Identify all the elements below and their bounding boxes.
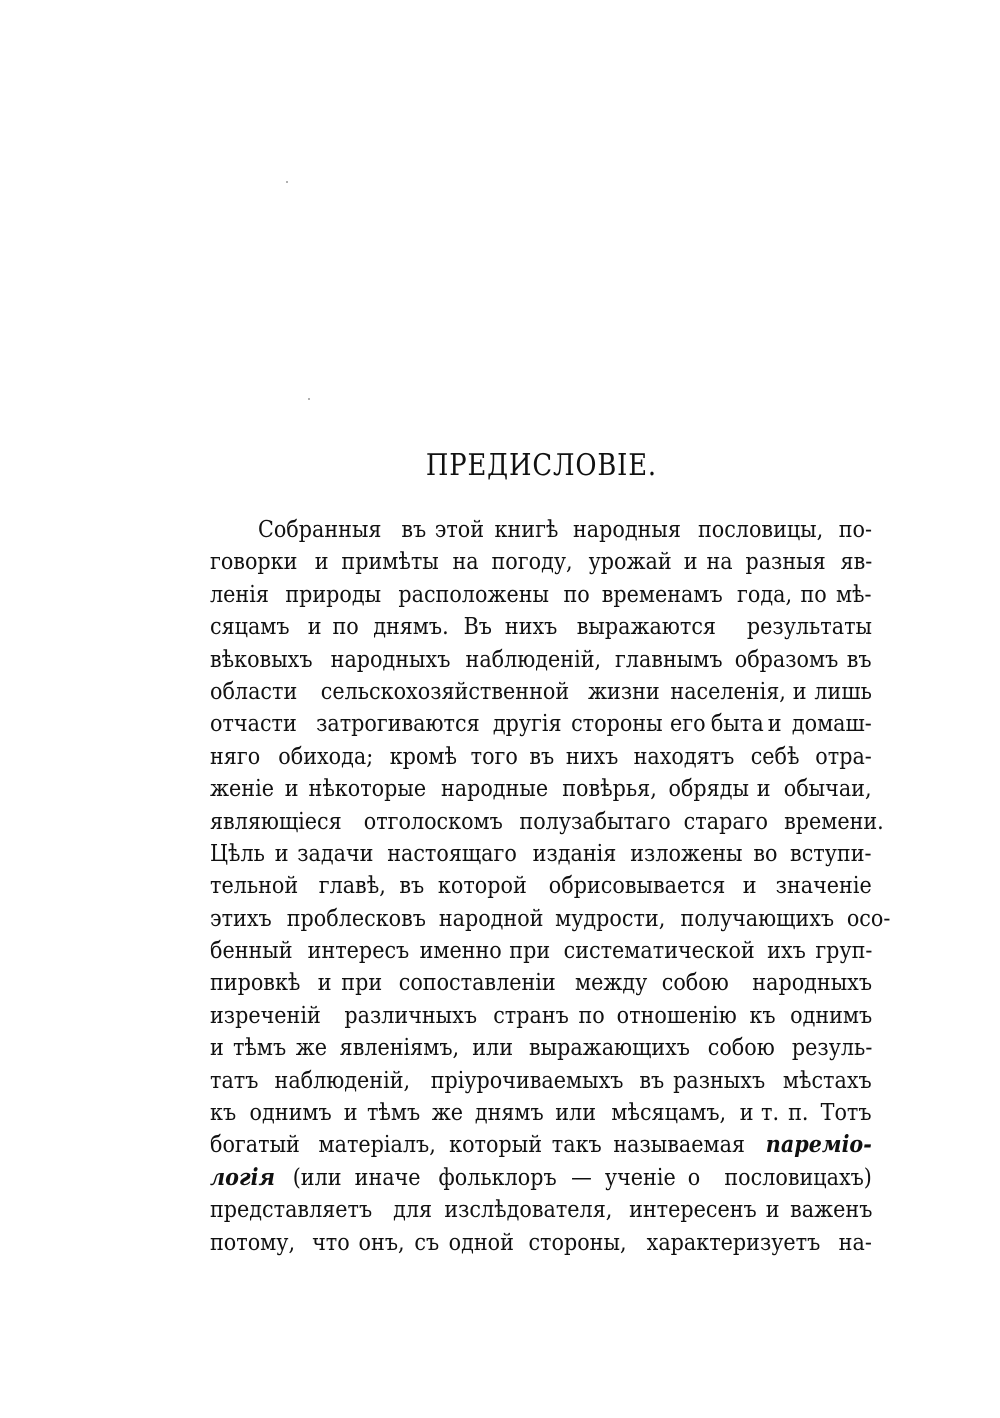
word: расположены [398,581,550,608]
word: однимъ [249,1100,332,1127]
word: что [311,1229,350,1256]
word: лишь [814,678,872,705]
word: пословицы, [698,517,824,543]
word: ученіе [604,1164,676,1191]
word: являющіеся [210,808,342,835]
word: изслѣдователя, [444,1197,613,1224]
word: при [509,938,551,965]
word: интересъ [307,938,410,965]
word: Собранныя [258,517,382,543]
page-title: ПРЕДИСЛОВІЕ. [425,448,657,483]
word: себѣ [750,743,800,770]
word: Въ [463,614,492,641]
word: и [343,1100,358,1127]
text-line [210,676,872,708]
text-line [210,514,872,546]
text-line [210,838,872,870]
word: по [563,581,590,608]
word: изреченій [210,1002,321,1029]
word: татъ [210,1067,259,1094]
word: — [571,1164,593,1191]
word: и [768,711,782,738]
word: разныхъ [673,1067,766,1094]
word: природы [284,581,381,608]
word: области [210,678,298,705]
word: сопоставленіи [399,970,557,997]
word: няго [210,743,261,770]
text-line [210,870,872,902]
word: богатый [210,1132,300,1159]
word: кромѣ [389,743,457,770]
word: и [757,776,771,803]
word: главнымъ [614,646,723,673]
scan-speck [286,181,288,183]
word: другія [492,711,562,738]
word: стараго [683,808,768,835]
word: вступи- [790,840,872,867]
word: фольклоръ [438,1164,557,1191]
word: по [332,614,360,641]
word: изложены [629,840,743,867]
word: обряды [668,776,750,803]
preface-paragraph [210,514,891,1259]
word: повѣрья, [561,776,657,803]
word: женіе [210,776,274,803]
word: тѣмъ [232,1035,287,1062]
word: т. [761,1100,780,1127]
word: и [274,840,289,867]
word: о [687,1164,700,1191]
word: сяцамъ [210,614,290,641]
word: образомъ [734,646,839,673]
word: и [739,1100,754,1127]
word: иначе [354,1164,421,1191]
word: пословицахъ) [724,1164,872,1191]
word: въ [398,873,424,900]
word: Тотъ [821,1100,872,1127]
word: народной [439,905,544,932]
word: одной [448,1229,515,1256]
word: важенъ [789,1197,872,1224]
word: результаты [746,614,872,641]
word: для [393,1197,432,1224]
word: быта [711,711,764,738]
word: пріурочиваемыхъ [431,1067,624,1094]
text-line [210,1227,872,1259]
word: ихъ [767,938,807,965]
word: проблесковъ [286,905,426,932]
word: и [317,970,332,997]
text-line [210,1032,872,1064]
word: въ [638,1067,664,1094]
word: представляетъ [210,1197,373,1224]
word: тѣмъ [367,1100,421,1127]
word: при [340,970,382,997]
text-line [210,935,872,967]
text-line [210,1065,872,1097]
word: тельной [210,873,299,900]
word: мѣстахъ [783,1067,872,1094]
word: именно [419,938,503,965]
word: отра- [815,743,872,770]
text-line [210,546,872,578]
text-line [210,903,891,935]
text-line [210,1097,872,1129]
word: жизни [587,678,660,705]
word: яв- [840,549,872,576]
word: книгѣ [494,517,559,543]
word: къ [749,1002,776,1029]
word: резуль- [791,1035,872,1062]
text-line [210,1129,872,1161]
word: главѣ, [319,873,387,900]
word: нѣкоторые [308,776,426,803]
word: между [575,970,648,997]
word: собою [707,1035,775,1062]
word: находятъ [633,743,735,770]
scan-speck [308,398,310,400]
text-line [210,579,872,611]
word: этихъ [210,905,272,932]
word: онъ, [359,1229,406,1256]
word: и [307,614,322,641]
word: же [295,1035,327,1062]
word: такъ [551,1132,602,1159]
word: бенный [210,938,293,965]
word: года, [736,581,792,608]
word: и [793,678,807,705]
word: и [743,873,757,900]
word: систематической [563,938,755,965]
word: въ [401,517,426,543]
word: урожай [588,549,672,576]
word: однимъ [789,1002,872,1029]
word: явленіямъ, [339,1035,460,1062]
word: съ [414,1229,439,1256]
word: стороны [571,711,663,738]
word: п. [787,1100,809,1127]
word: или [472,1035,514,1062]
word: задачи [296,840,374,867]
word: народныя [572,517,681,543]
word: по [578,1002,605,1029]
word: мѣ- [836,581,872,608]
word: по- [838,517,872,543]
word: стороны, [528,1229,627,1256]
word: выражающихъ [529,1035,691,1062]
word: сельскохозяйственной [321,678,570,705]
word: нихъ [505,614,558,641]
word: того [470,743,518,770]
word: разныя [745,549,826,576]
word: нихъ [565,743,619,770]
word: называемая [613,1132,746,1159]
word: странъ [492,1002,569,1029]
word: интересенъ [629,1197,757,1224]
word: отчасти [210,711,297,738]
text-line [210,806,884,838]
word: изданія [532,840,616,867]
word: домаш- [792,711,872,738]
word: днямъ [474,1100,544,1127]
word: въ [847,646,872,673]
word: получающихъ [680,905,834,932]
word: матеріалъ, [318,1132,436,1159]
word: собою [661,970,729,997]
word: потому, [210,1229,296,1256]
word: мудрости, [555,905,666,932]
word: Цѣль [210,840,265,867]
word: и [284,776,299,803]
word: (или [292,1164,342,1191]
word: на [452,549,479,576]
word: полузабытаго [519,808,671,835]
word: временамъ [601,581,723,608]
word: отголоскомъ [364,808,504,835]
word: обычаи, [784,776,872,803]
word: вѣковыхъ [210,646,313,673]
word: днямъ. [373,614,449,641]
word: груп- [814,938,872,965]
word: погоду, [491,549,573,576]
word: мѣсяцамъ, [611,1100,727,1127]
text-line [210,741,872,773]
word: осо- [847,905,891,932]
word: времени. [783,808,884,835]
word: на [706,549,733,576]
text-line [210,708,872,740]
word: который [448,1132,542,1159]
word: и [683,549,698,576]
text-line [210,1000,872,1032]
word: говорки [210,549,298,576]
word: къ [210,1100,237,1127]
word: обрисовывается [548,873,726,900]
word: примѣты [341,549,439,576]
word: обихода; [278,743,374,770]
word: паремiо- [765,1131,872,1159]
word: и [210,1035,224,1062]
word: логія [210,1163,275,1191]
word: наблюденій, [465,646,601,673]
word: различныхъ [344,1002,478,1029]
word: наблюденій, [274,1067,410,1094]
word: значеніе [775,873,872,900]
text-line [210,967,872,999]
word: ленія [210,581,269,608]
word: или [555,1100,597,1127]
word: его [670,711,706,738]
word: и [314,549,329,576]
word: населенія, [670,678,786,705]
word: и [765,1197,780,1224]
word: настоящаго [387,840,518,867]
word: отношенію [616,1002,737,1029]
word: же [431,1100,463,1127]
text-line [210,644,872,676]
text-line [210,773,872,805]
word: затрогиваются [316,711,480,738]
word: въ [529,743,554,770]
word: народныхъ [331,646,451,673]
word: народныхъ [752,970,872,997]
word: на- [838,1229,872,1256]
word: народные [440,776,549,803]
word: выражаются [577,614,717,641]
text-line [210,1194,872,1226]
word: этой [434,517,484,543]
text-line [210,1162,872,1194]
word: пировкѣ [210,970,301,997]
word: во [752,840,777,867]
word: которой [437,873,527,900]
text-line [210,611,872,643]
word: характеризуетъ [646,1229,821,1256]
word: по [800,581,827,608]
